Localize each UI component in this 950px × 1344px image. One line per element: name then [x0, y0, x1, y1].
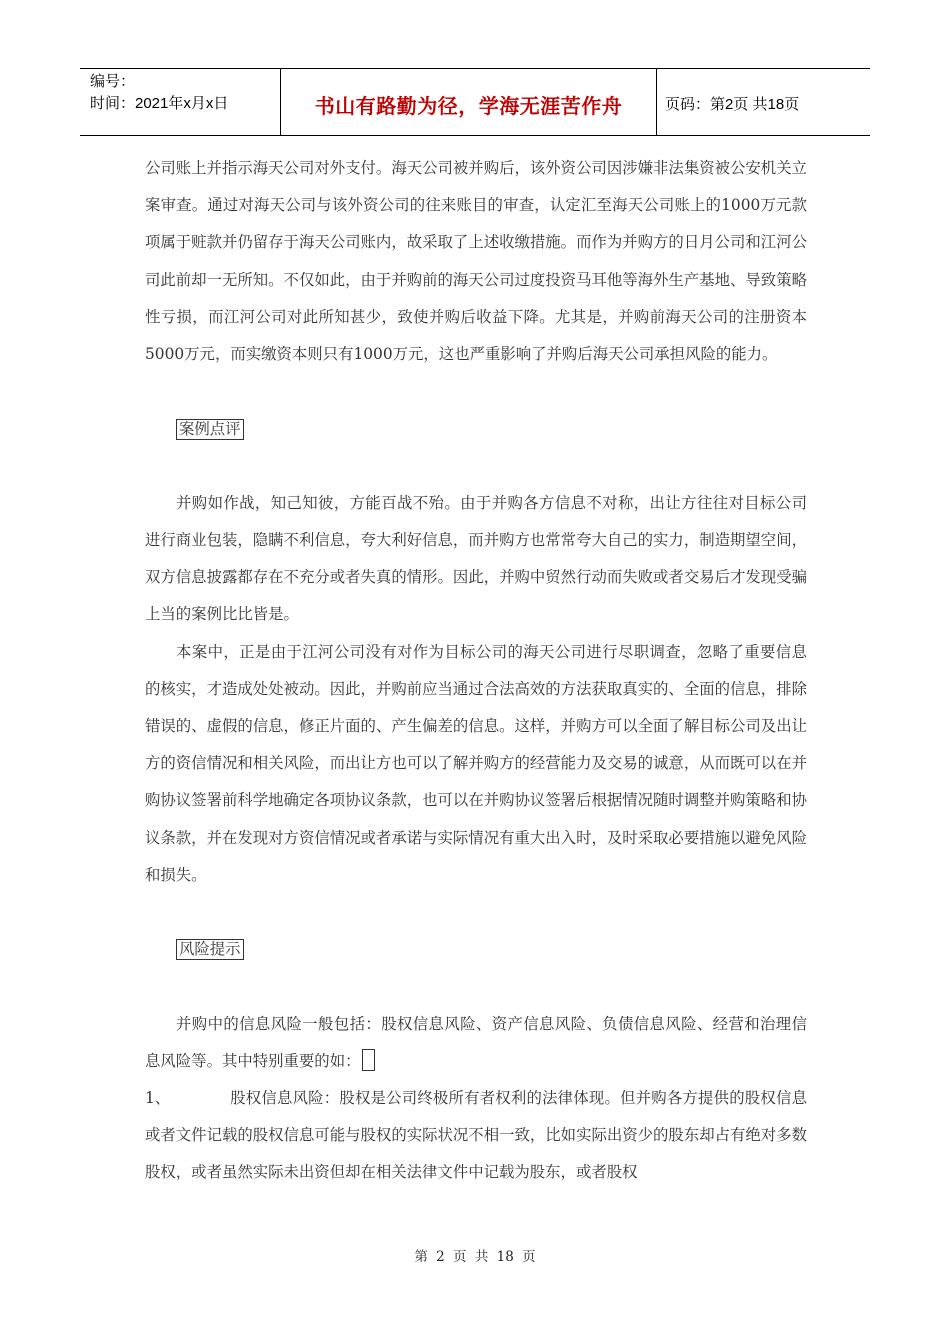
section-label-case-review: 案例点评: [176, 419, 244, 440]
section-case-review: [145, 410, 807, 447]
risk-intro-text: 并购中的信息风险一般包括：股权信息风险、资产信息风险、负债信息风险、经营和治理信息风险等。其中特别重要的如：: [145, 1014, 807, 1070]
list-item-number: 1、: [145, 1088, 171, 1107]
paragraph-review-2: 本案中，正是由于江河公司没有对作为目标公司的海天公司进行尽职调查，忽略了重要信息的核实，才造成处处被动。因此，并购前应当通过合法高效的方法获取真实的、全面的信息，排除错误的、虚假的信息，修正片面的、产生偏差的信息。这样，并购方可以全面了解目标公司及出让方的资信情况和相关风险，而出让方也可以了解并购方的经营能力及交易的诚意，从而既可以在并购协议签署前科学地确定各项协议条款，也可以在并购协议签署后根据情况随时调整并购策略和协议条款，并在发现对方资信情况或者承诺与实际情况有重大出入时，及时采取必要措施以避免风险和损失。: [145, 642, 807, 884]
blank-line: [145, 373, 807, 410]
paragraph-risk-intro: [145, 1006, 807, 1080]
blank-line: [145, 968, 807, 1005]
header-meta: [80, 69, 281, 135]
document-date: 时间：2021年x月x日: [90, 95, 229, 112]
list-item-equity-risk: [145, 1080, 807, 1192]
blank-line: [145, 448, 807, 485]
missing-glyph-box-icon: [362, 1049, 375, 1071]
document-body: [145, 150, 807, 1192]
paragraph-review-1: 并购如作战，知己知彼，方能百战不殆。由于并购各方信息不对称，出让方往往对目标公司进行商业包装，隐瞒不利信息，夸大利好信息，而并购方也常常夸大自己的实力，制造期望空间，双方信息披露都存在不充分或者失真的情形。因此，并购中贸然行动而失败或者交易后才发现受骗上当的案例比比皆是。: [145, 493, 807, 624]
page-header: [80, 68, 870, 136]
page-footer: 第 2 页 共 18 页: [414, 1249, 536, 1265]
section-label-risk-tip: 风险提示: [176, 939, 244, 960]
document-number-label: 编号：: [90, 73, 136, 90]
paragraph-case-continuation: 公司账上并指示海天公司对外支付。海天公司被并购后，该外资公司因涉嫌非法集资被公安机关立案审查。通过对海天公司与该外资公司的往来账目的审查，认定汇至海天公司账上的1000万元款项属于赃款并仍留存于海天公司账内，故采取了上述收缴措施。而作为并购方的日月公司和江河公司此前却一无所知。不仅如此，由于并购前的海天公司过度投资马耳他等海外生产基地、导致策略性亏损，而江河公司对此所知甚少，致使并购后收益下降。尤其是，并购前海天公司的注册资本5000万元，而实缴资本则只有1000万元，这也严重影响了并购后海天公司承担风险的能力。: [145, 159, 807, 364]
list-item-text: 股权信息风险：股权是公司终极所有者权利的法律体现。但并购各方提供的股权信息或者文件记载的股权信息可能与股权的实际状况不相一致，比如实际出资少的股东却占有绝对多数股权，或者虽然实际未出资但却在相关法律文件中记载为股东，或者股权: [145, 1088, 807, 1182]
header-motto: 书山有路勤为径，学海无涯苦作舟: [281, 69, 657, 135]
section-risk-tip: [145, 931, 807, 968]
header-page-number: 页码：第2页 共18页: [665, 95, 800, 113]
blank-line: [145, 894, 807, 931]
